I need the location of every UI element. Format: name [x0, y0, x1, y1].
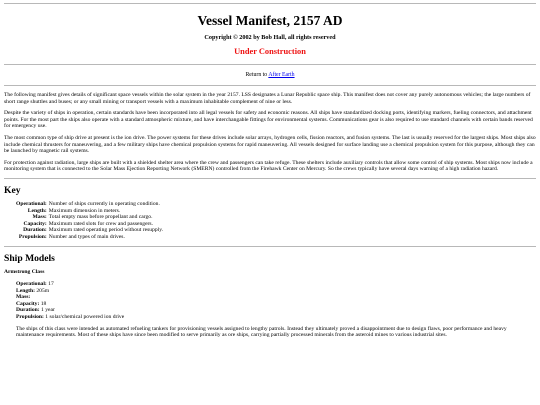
key-term: Length: [27, 207, 47, 214]
key-term: Duration: [23, 227, 47, 234]
top-rule [4, 3, 536, 4]
spec-value: 17 [48, 281, 54, 288]
intro-paragraph: For protection against radiation, large ships are built with a shielded shelter area where the crew and passengers can take refuge. These shelters include auxiliary controls that allow some control of ship systems. Most ships now include a monitoring system that is connected to the Solar Mass Ejection Reporting Network (SMERN) controlled from the Firehawk Center on Mercury. So the crews typically have several days warning of a high radiation hazard. [4, 159, 533, 173]
page-title: Vessel Manifest, 2157 AD [197, 13, 343, 28]
spec-label: Mass: [16, 294, 31, 301]
spec-row [16, 288, 536, 295]
key-row [16, 234, 165, 241]
intro-paragraph: The following manifest gives details of significant space vessels within the solar system in the year 2157. LSS designates a Lunar Republic space ship. This manifest does not cover any purely autonomous vehicles; the large numbers of short range shuttles and buses; or any small mining or transport vessels with a maximum inhabitable complement of nine or less. [4, 92, 531, 105]
models-heading: Ship Models [4, 252, 55, 264]
intro-paragraph: The most common type of ship drive at present is the ion drive. The power systems for these drives include solar arrays, hydrogen cells, fission reactors, and fusion systems. The last is usually reserved for the largest ships. Most ships also include chemical thrusters for maneuvering, and a few military ships have chemical propulsion systems for rapid maneuvering. All vessels designed for surface landing use a chemical propulsion system for this purpose, although they can be launched by magnetic rail systems. [4, 134, 536, 155]
header-rule [4, 64, 536, 65]
key-row [16, 221, 165, 228]
page [4, 0, 536, 339]
key-definition: Maximum dimension in meters. [48, 207, 121, 214]
spec-label: Capacity: [16, 300, 40, 307]
ship-specs [16, 281, 536, 321]
spec-row [16, 301, 536, 308]
copyright-notice: Copyright © 2002 by Bob Hall, all rights reserved [204, 34, 336, 41]
key-term: Mass: [32, 214, 47, 221]
intro-rule [4, 85, 536, 86]
spec-row [16, 294, 536, 301]
spec-row [16, 281, 536, 288]
spec-value: 1 solar/chemical powered ion drive [45, 314, 125, 321]
spec-row [16, 307, 536, 314]
spec-label: Duration: [16, 307, 40, 314]
return-prefix: Return to [245, 72, 268, 78]
key-row [16, 201, 165, 208]
key-definition: Maximum rated slots for crew and passengers. [48, 220, 153, 227]
key-row [16, 227, 165, 234]
spec-value: 1 year [41, 307, 55, 314]
status-notice: Under Construction [234, 47, 306, 56]
key-heading: Key [4, 184, 21, 196]
after-earth-link[interactable]: After Earth [268, 72, 295, 78]
spec-label: Operational: [16, 281, 47, 288]
key-rule [4, 178, 536, 179]
ship-class-description: The ships of this class were intended as automated refueling tankers for provisioning vessels assigned to lengthy patrols. Instead they ultimately proved a disappointment due to design flaws, poor performance and heavy maintenance requirements. Most of these ships have since been modified to serve primarily as ore ships, carrying partially processed minerals from the asteroid mines to various industrial sites. [16, 325, 507, 339]
key-term: Propulsion: [18, 233, 47, 240]
key-term: Operational: [16, 200, 47, 207]
spec-row [16, 314, 536, 321]
key-term: Capacity: [23, 220, 47, 227]
ship-class-name: Armstrong Class [4, 268, 45, 275]
spec-label: Length: [16, 287, 35, 294]
models-rule [4, 246, 536, 247]
intro-paragraph: Despite the variety of ships in operation, certain standards have been incorporated into all legal vessels for safety and economic reasons. All ships have standardized docking ports, identifying markers, fueling connectors, and attachment points. For the most part the ships also operate with a standard atmospheric mixture, and have interchangable fittings for environmental systems. Communications gear is also required to use standard channels with certain bands reserved for emergency use. [4, 110, 533, 130]
key-definition: Maximum rated operating period without resupply. [48, 227, 164, 234]
spec-value: 18 [40, 300, 47, 307]
key-row [16, 214, 165, 221]
spec-value: 205m [36, 287, 50, 294]
return-line [4, 72, 536, 79]
key-definition: Number and types of main drives. [48, 233, 125, 240]
spec-label: Propulsion: [16, 314, 44, 321]
key-definition: Number of ships currently in operating condition. [48, 200, 160, 207]
key-table [16, 201, 165, 241]
key-definition: Total empty mass before propellant and cargo. [48, 214, 153, 221]
